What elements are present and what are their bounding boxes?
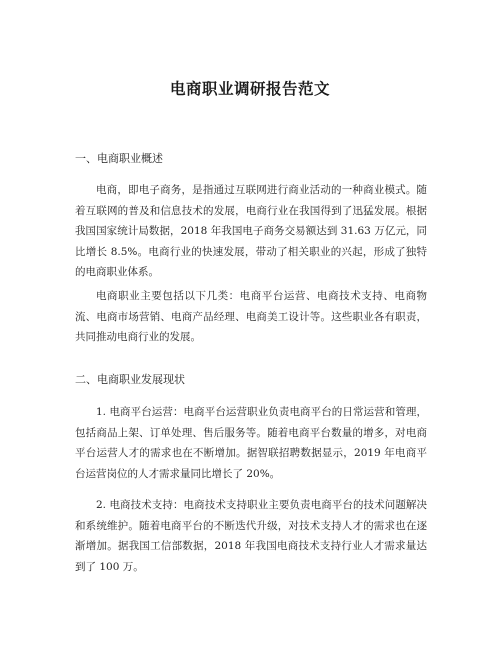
- paragraph-overview-intro: 电商，即电子商务，是指通过互联网进行商业活动的一种商业模式。随着互联网的普及和信息技术的发展，电商行业在我国得到了迅猛发展。根据我国国家统计局数据，2018 年我国电子商务交易额达到 31.63 万亿元，同比增长 8.5%。电商行业的快速发展，带动了相关职业的兴起，形成了独特的电商职业体系。: [75, 184, 427, 279]
- paragraph-career-types: 电商职业主要包括以下几类：电商平台运营、电商技术支持、电商物流、电商市场营销、电商产品经理、电商美工设计等。这些职业各有职责，共同推动电商行业的发展。: [75, 290, 427, 344]
- paragraph-platform-operation: 1. 电商平台运营：电商平台运营职业负责电商平台的日常运营和管理，包括商品上架、订单处理、售后服务等。随着电商平台数量的增多，对电商平台运营人才的需求也在不断增加。据智联招聘数据显示，2019 年电商平台运营岗位的人才需求量同比增长了 20%。: [75, 406, 427, 480]
- section-heading-overview: 一、电商职业概述: [75, 152, 163, 165]
- paragraph-technical-support: 2. 电商技术支持：电商技术支持职业主要负责电商平台的技术问题解决和系统维护。随着电商平台的不断迭代升级，对技术支持人才的需求也在逐渐增加。据我国工信部数据，2018 年我国电商技术支持行业人才需求量达到了 100 万。: [75, 499, 427, 573]
- document-title: 电商职业调研报告范文: [169, 79, 330, 98]
- section-heading-status: 二、电商职业发展现状: [75, 373, 185, 386]
